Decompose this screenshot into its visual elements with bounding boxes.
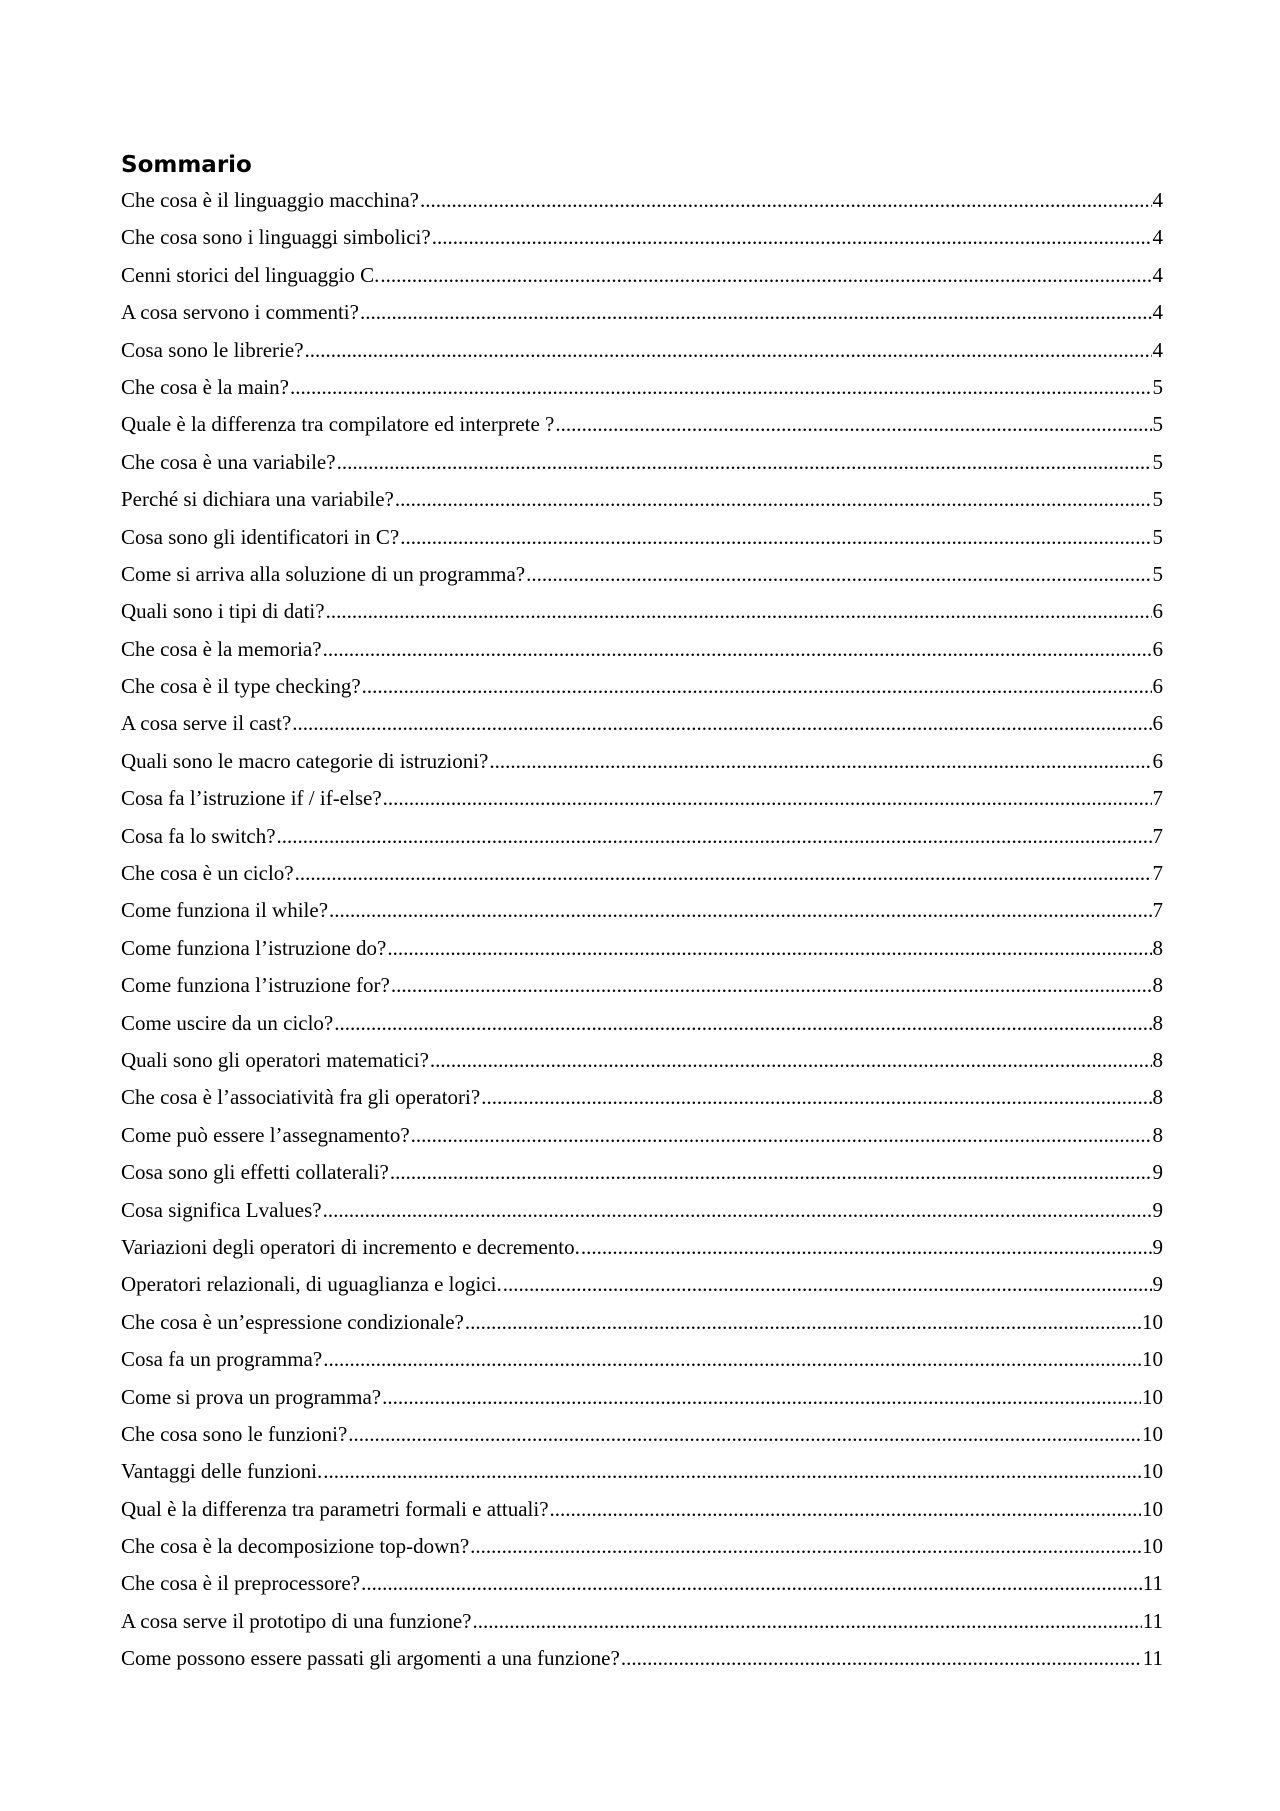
toc-page-number: 6 — [1152, 599, 1163, 624]
toc-entry-text: Cosa sono le librerie? — [121, 337, 304, 362]
toc-dot-leader — [550, 1491, 1141, 1528]
toc-entry[interactable] — [121, 1416, 1163, 1453]
toc-dot-leader — [391, 967, 1152, 1004]
toc-entry[interactable] — [121, 631, 1163, 668]
toc-dot-leader — [400, 519, 1151, 556]
toc-entry-text: Vantaggi delle funzioni. — [121, 1459, 323, 1484]
toc-entry-text: Operatori relazionali, di uguaglianza e logici. — [121, 1272, 502, 1297]
toc-dot-leader — [432, 219, 1152, 256]
toc-entry-text: Che cosa è il linguaggio macchina? — [121, 188, 419, 212]
toc-dot-leader — [470, 1528, 1141, 1565]
toc-entry-text: Che cosa è l’associatività fra gli operatori? — [121, 1085, 481, 1110]
toc-entry[interactable] — [121, 930, 1163, 967]
toc-entry-text: A cosa serve il prototipo di una funzione? — [121, 1608, 472, 1633]
toc-entry[interactable] — [121, 668, 1163, 705]
toc-entry[interactable] — [121, 481, 1163, 518]
toc-dot-leader — [360, 294, 1152, 331]
toc-dot-leader — [382, 1379, 1141, 1416]
toc-page-number: 5 — [1152, 374, 1163, 399]
toc-dot-leader — [581, 1229, 1152, 1266]
toc-entry[interactable] — [121, 705, 1163, 742]
toc-dot-leader — [383, 780, 1152, 817]
toc-page-number: 9 — [1152, 1160, 1163, 1185]
toc-entry-text: Come si arriva alla soluzione di un programma? — [121, 561, 526, 586]
toc-entry-text: Variazioni degli operatori di incremento e decremento. — [121, 1234, 580, 1259]
toc-page-number: 4 — [1152, 262, 1163, 287]
toc-page-number: 11 — [1142, 1608, 1163, 1633]
toc-entry[interactable] — [121, 294, 1163, 331]
toc-page-number: 8 — [1152, 935, 1163, 960]
toc-entry[interactable] — [121, 1229, 1163, 1266]
toc-entry[interactable] — [121, 1379, 1163, 1416]
toc-entry-text: Che cosa è la main? — [121, 374, 289, 399]
toc-entry-text: Cosa fa l’istruzione if / if-else? — [121, 786, 382, 811]
toc-page-number: 8 — [1152, 1085, 1163, 1110]
toc-entry[interactable] — [121, 593, 1163, 630]
toc-entry[interactable] — [121, 1341, 1163, 1378]
toc-dot-leader — [305, 332, 1152, 369]
toc-entry-text: Che cosa sono le funzioni? — [121, 1421, 348, 1446]
toc-page-number: 5 — [1152, 524, 1163, 549]
toc-entry[interactable] — [121, 1565, 1163, 1602]
toc-page-number: 5 — [1152, 449, 1163, 474]
toc-entry[interactable] — [121, 444, 1163, 481]
toc-list — [121, 182, 1163, 1678]
toc-page-number: 4 — [1152, 337, 1163, 362]
toc-page-number: 10 — [1142, 1347, 1163, 1372]
toc-dot-leader — [323, 631, 1152, 668]
toc-entry-text: Cosa sono gli effetti collaterali? — [121, 1160, 389, 1185]
toc-dot-leader — [361, 1565, 1142, 1602]
toc-dot-leader — [362, 668, 1152, 705]
toc-dot-leader — [465, 1304, 1141, 1341]
toc-page-number: 6 — [1152, 636, 1163, 661]
toc-page-number: 6 — [1152, 674, 1163, 699]
toc-entry-text: A cosa serve il cast? — [121, 711, 292, 736]
toc-dot-leader — [420, 182, 1152, 219]
toc-dot-leader — [337, 444, 1152, 481]
toc-page-number: 8 — [1152, 1010, 1163, 1035]
toc-entry[interactable] — [121, 1528, 1163, 1565]
toc-page-number: 4 — [1152, 225, 1163, 250]
toc-page-number: 5 — [1152, 412, 1163, 437]
toc-page-number: 4 — [1152, 188, 1163, 212]
toc-entry[interactable] — [121, 1042, 1163, 1079]
toc-entry[interactable] — [121, 219, 1163, 256]
toc-page-number: 5 — [1152, 487, 1163, 512]
toc-entry-text: Come funziona l’istruzione for? — [121, 973, 390, 998]
toc-entry[interactable] — [121, 1304, 1163, 1341]
toc-entry-text: Quale è la differenza tra compilatore ed interprete ? — [121, 412, 555, 437]
toc-entry-text: Cosa significa Lvalues? — [121, 1197, 322, 1222]
toc-entry[interactable] — [121, 1603, 1163, 1640]
toc-page-number: 8 — [1152, 1047, 1163, 1072]
toc-entry[interactable] — [121, 332, 1163, 369]
toc-dot-leader — [292, 705, 1151, 742]
toc-entry-text: Cenni storici del linguaggio C. — [121, 262, 380, 287]
toc-entry[interactable] — [121, 1154, 1163, 1191]
toc-dot-leader — [295, 855, 1152, 892]
toc-dot-leader — [555, 406, 1151, 443]
toc-dot-leader — [380, 257, 1151, 294]
toc-entry-text: A cosa servono i commenti? — [121, 300, 359, 325]
toc-entry[interactable] — [121, 519, 1163, 556]
toc-entry[interactable] — [121, 1453, 1163, 1490]
toc-entry[interactable] — [121, 892, 1163, 929]
toc-dot-leader — [290, 369, 1152, 406]
toc-entry-text: Come possono essere passati gli argomenti a una funzione? — [121, 1646, 620, 1671]
toc-dot-leader — [323, 1192, 1152, 1229]
toc-page-number: 11 — [1142, 1571, 1163, 1596]
toc-page-number: 5 — [1152, 561, 1163, 586]
toc-page-number: 9 — [1152, 1234, 1163, 1259]
toc-page-number: 9 — [1152, 1272, 1163, 1297]
toc-entry[interactable] — [121, 1192, 1163, 1229]
toc-entry-text: Cosa sono gli identificatori in C? — [121, 524, 400, 549]
toc-entry-text: Che cosa è la decomposizione top-down? — [121, 1534, 470, 1559]
toc-page-number: 10 — [1142, 1384, 1163, 1409]
toc-dot-leader — [411, 1117, 1152, 1154]
toc-entry[interactable] — [121, 1079, 1163, 1116]
toc-dot-leader — [323, 1341, 1141, 1378]
toc-dot-leader — [326, 593, 1152, 630]
toc-entry-text: Che cosa è il type checking? — [121, 674, 361, 699]
toc-dot-leader — [348, 1416, 1141, 1453]
toc-entry-text: Qual è la differenza tra parametri formali e attuali? — [121, 1496, 549, 1521]
toc-page-number: 10 — [1142, 1534, 1163, 1559]
toc-entry[interactable] — [121, 780, 1163, 817]
toc-dot-leader — [489, 743, 1151, 780]
toc-entry[interactable] — [121, 406, 1163, 443]
toc-entry-text: Che cosa è una variabile? — [121, 449, 336, 474]
toc-page-number: 11 — [1142, 1646, 1163, 1671]
toc-entry[interactable] — [121, 967, 1163, 1004]
toc-page-number: 8 — [1152, 973, 1163, 998]
toc-page-number: 7 — [1152, 898, 1163, 923]
toc-dot-leader — [430, 1042, 1152, 1079]
toc-entry-text: Quali sono gli operatori matematici? — [121, 1047, 429, 1072]
toc-entry-text: Cosa fa lo switch? — [121, 823, 276, 848]
toc-entry-text: Perché si dichiara una variabile? — [121, 487, 394, 512]
toc-entry-text: Quali sono le macro categorie di istruzioni? — [121, 748, 489, 773]
toc-dot-leader — [387, 930, 1151, 967]
toc-entry-text: Come può essere l’assegnamento? — [121, 1122, 410, 1147]
toc-entry[interactable] — [121, 369, 1163, 406]
toc-page-number: 10 — [1142, 1421, 1163, 1446]
toc-entry[interactable] — [121, 182, 1163, 219]
toc-dot-leader — [329, 892, 1151, 929]
toc-entry[interactable] — [121, 257, 1163, 294]
toc-entry-text: Cosa fa un programma? — [121, 1347, 323, 1372]
toc-entry[interactable] — [121, 818, 1163, 855]
toc-dot-leader — [323, 1453, 1141, 1490]
toc-title: Sommario — [121, 152, 252, 178]
toc-entry[interactable] — [121, 556, 1163, 593]
toc-dot-leader — [334, 1005, 1151, 1042]
toc-dot-leader — [503, 1266, 1152, 1303]
toc-page-number: 9 — [1152, 1197, 1163, 1222]
toc-dot-leader — [277, 818, 1152, 855]
toc-entry-text: Che cosa è un’espressione condizionale? — [121, 1309, 464, 1334]
toc-entry-text: Come funziona l’istruzione do? — [121, 935, 387, 960]
toc-entry[interactable] — [121, 1005, 1163, 1042]
toc-page-number: 7 — [1152, 861, 1163, 886]
toc-dot-leader — [621, 1640, 1142, 1677]
toc-dot-leader — [390, 1154, 1152, 1191]
toc-page-number: 6 — [1152, 748, 1163, 773]
toc-entry-text: Che cosa è la memoria? — [121, 636, 322, 661]
toc-entry-text: Che cosa sono i linguaggi simbolici? — [121, 225, 431, 250]
toc-page-number: 7 — [1152, 786, 1163, 811]
toc-entry-text: Come si prova un programma? — [121, 1384, 382, 1409]
toc-page-number: 6 — [1152, 711, 1163, 736]
toc-entry-text: Che cosa è il preprocessore? — [121, 1571, 361, 1596]
toc-entry[interactable] — [121, 1266, 1163, 1303]
toc-dot-leader — [526, 556, 1151, 593]
toc-entry-text: Che cosa è un ciclo? — [121, 861, 294, 886]
toc-page-number: 7 — [1152, 823, 1163, 848]
toc-dot-leader — [395, 481, 1152, 518]
toc-page-number: 4 — [1152, 300, 1163, 325]
toc-dot-leader — [481, 1079, 1151, 1116]
toc-page-number: 8 — [1152, 1122, 1163, 1147]
toc-page-number: 10 — [1142, 1309, 1163, 1334]
toc-entry-text: Come funziona il while? — [121, 898, 329, 923]
toc-entry-text: Come uscire da un ciclo? — [121, 1010, 334, 1035]
toc-entry[interactable] — [121, 855, 1163, 892]
toc-entry[interactable] — [121, 1640, 1163, 1677]
toc-dot-leader — [473, 1603, 1142, 1640]
toc-entry[interactable] — [121, 1491, 1163, 1528]
toc-entry-text: Quali sono i tipi di dati? — [121, 599, 325, 624]
toc-page-number: 10 — [1142, 1496, 1163, 1521]
toc-entry[interactable] — [121, 743, 1163, 780]
toc-entry[interactable] — [121, 1117, 1163, 1154]
toc-page-number: 10 — [1142, 1459, 1163, 1484]
